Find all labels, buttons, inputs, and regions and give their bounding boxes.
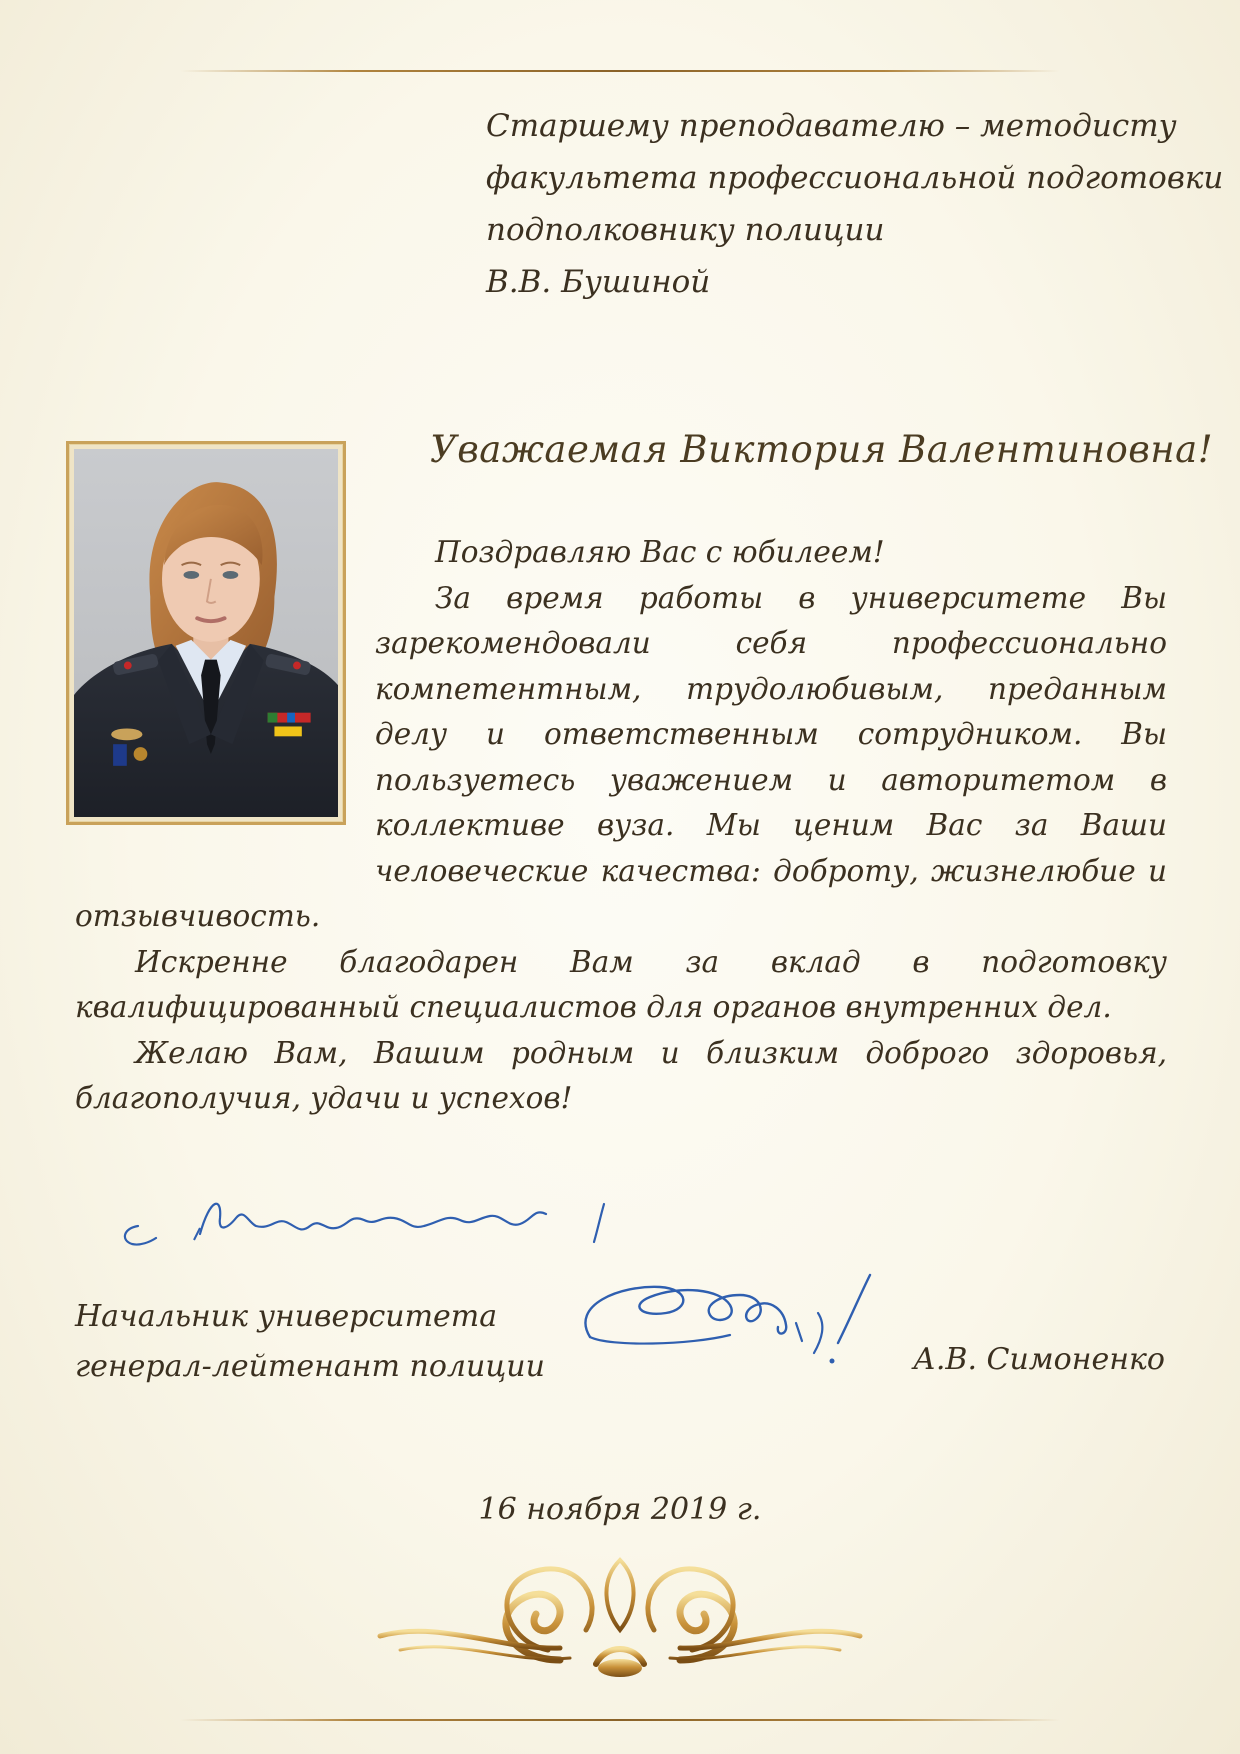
photo-spacer — [75, 530, 375, 875]
letter-date: 16 ноября 2019 г. — [478, 1492, 762, 1527]
signature-scribble — [570, 1265, 880, 1375]
addressee-block — [486, 100, 1224, 308]
addressee-line: В.В. Бушиной — [486, 264, 711, 300]
signatory-position — [75, 1292, 545, 1392]
gold-flourish-ornament-icon — [360, 1540, 880, 1680]
top-decorative-rule — [180, 70, 1060, 72]
letter-paragraph: Желаю Вам, Вашим родным и близким доброго здоровья, благополучия, удачи и успехов! — [75, 1035, 1167, 1115]
signatory-name: А.В. Симоненко — [913, 1342, 1165, 1377]
signatory-rank-line: генерал-лейтенант полиции — [75, 1349, 545, 1384]
addressee-line: Старшему преподавателю – методисту — [486, 108, 1177, 144]
letter-paragraph: Поздравляю Вас с юбилеем! — [435, 535, 885, 569]
letter-paragraph: Искренне благодарен Вам за вклад в подготовку квалифицированный специалистов для органов внутренних дел. — [75, 944, 1167, 1024]
handwritten-closing — [110, 1178, 630, 1258]
bottom-decorative-rule — [180, 1719, 1060, 1721]
greeting-salutation: Уважаемая Виктория Валентиновна! — [430, 428, 1214, 471]
letter-paragraph: За время работы в университете Вы зарекомендовали себя профессионально компетентным, трудолюбивым, преданным делу и ответственным сотрудником. Вы пользуетесь уважением и авторитетом в коллективе вуза. Мы ценим Вас за Ваши человеческие качества: доброту, жизнелюбие и отзывчивость. — [75, 580, 1167, 933]
letter-body — [75, 530, 1167, 1122]
addressee-line: факультета профессиональной подготовки — [486, 160, 1224, 196]
signatory-title-line: Начальник университета — [75, 1299, 498, 1334]
addressee-line: подполковнику полиции — [486, 212, 885, 248]
